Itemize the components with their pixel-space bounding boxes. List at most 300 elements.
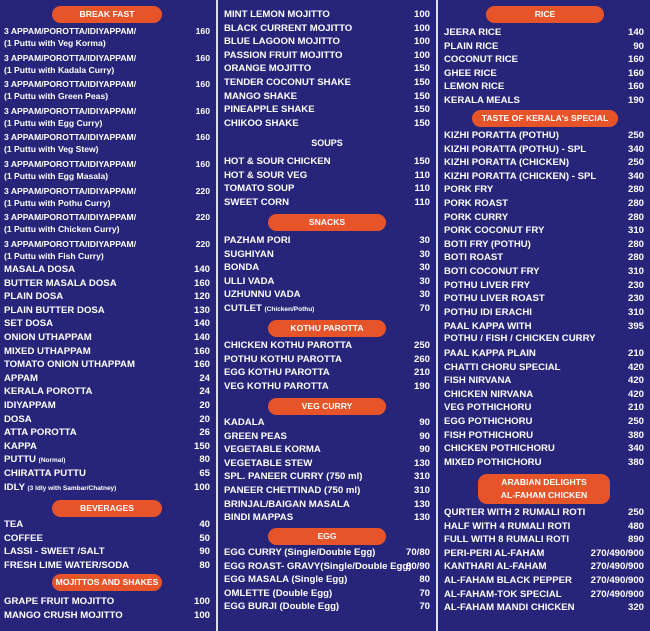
item-name-text: BLACK CURRENT MOJITTO	[224, 22, 353, 34]
item-name	[444, 170, 596, 183]
item-name-text: PLAIN BUTTER DOSA	[4, 304, 105, 316]
item-name-line2: POTHU / FISH / CHICKEN CURRY	[444, 333, 596, 344]
item-name-line1: 3 APPAM/POROTTA/IDIYAPPAM/	[4, 185, 137, 196]
item-price: 190	[413, 380, 430, 392]
menu-item	[444, 574, 644, 587]
item-name	[444, 347, 536, 360]
item-name	[224, 353, 342, 366]
item-name-text: CHIKOO SHAKE	[224, 117, 299, 129]
item-name-text: CHATTI CHORU SPECIAL	[444, 361, 561, 373]
item-name	[224, 288, 301, 301]
menu-item	[224, 22, 430, 35]
item-price: 90	[199, 546, 210, 557]
item-name	[224, 380, 329, 393]
menu-item	[224, 457, 430, 470]
item-price: 250	[627, 157, 644, 169]
item-price: 90	[419, 444, 430, 456]
item-price: 395	[627, 321, 644, 332]
item-price: 280	[627, 238, 644, 250]
item-price: 100	[193, 609, 210, 621]
item-name	[224, 600, 339, 613]
item-name	[444, 306, 532, 319]
menu-item	[444, 520, 644, 533]
item-name-text: PLAIN RICE	[444, 40, 499, 52]
item-name	[4, 559, 129, 572]
item-name-text: PAZHAM PORI	[224, 235, 291, 246]
item-name	[4, 595, 114, 608]
item-price: 70	[419, 601, 430, 613]
item-name-text: ULLI VADA	[224, 275, 275, 287]
menu-item	[4, 532, 210, 545]
item-name-line1: 3 APPAM/POROTTA/IDIYAPPAM/	[4, 238, 137, 249]
item-name-text: VEG KOTHU PAROTTA	[224, 380, 329, 392]
item-name	[4, 304, 105, 317]
item-name	[444, 574, 572, 587]
item-name	[224, 8, 330, 21]
menu-item	[224, 484, 430, 497]
menu-item	[444, 224, 644, 237]
item-name	[4, 467, 86, 480]
item-name-text: KIZHI PORATTA (CHICKEN)	[444, 157, 570, 169]
menu-item	[4, 399, 210, 412]
banner-line2: AL-FAHAM CHICKEN	[500, 490, 588, 500]
item-price: 340	[627, 443, 644, 455]
item-name-text: GHEE RICE	[444, 67, 497, 79]
item-price: 100	[413, 36, 430, 48]
menu-item	[444, 429, 644, 442]
section-title-kothu-parotta: KOTHU PAROTTA	[268, 320, 386, 337]
item-price: 110	[414, 196, 430, 208]
item-price: 160	[193, 345, 210, 357]
section-title-rice: RICE	[486, 6, 604, 23]
menu-item	[224, 103, 430, 116]
item-name-text: PANEER CHETTINAD (750 ml)	[224, 485, 361, 496]
menu-item	[444, 53, 644, 66]
item-name-text: MIXED POTHICHORU	[444, 456, 542, 468]
item-name-line1: 3 APPAM/POROTTA/IDIYAPPAM/	[4, 105, 137, 116]
menu-item	[444, 197, 644, 210]
menu-item	[224, 76, 430, 89]
item-name	[224, 35, 340, 48]
item-name-line2: (1 Puttu with Green Peas)	[4, 91, 109, 102]
menu-item	[444, 547, 644, 560]
item-name-text: KAPPA	[4, 440, 37, 452]
item-name-text: AL-FAHAM MANDI CHICKEN	[444, 602, 575, 614]
item-price: 250	[627, 130, 644, 141]
section-title-kerala-special: TASTE OF KERALA's SPECIAL	[472, 110, 618, 127]
item-name	[4, 532, 43, 545]
menu-item	[444, 170, 644, 183]
item-price: 24	[199, 386, 210, 398]
item-name	[224, 511, 293, 524]
item-name-text: OMLETTE (Double Egg)	[224, 587, 333, 599]
item-price: 150	[413, 104, 430, 116]
item-price: 50	[199, 532, 210, 544]
item-name-text: LEMON RICE	[444, 81, 505, 93]
item-price: 30	[419, 235, 430, 246]
menu-item	[4, 263, 210, 276]
menu-item	[444, 251, 644, 264]
item-price: 120	[193, 291, 210, 303]
item-price: 130	[413, 512, 430, 524]
menu-item	[224, 560, 430, 573]
item-price: 890	[627, 534, 644, 546]
item-price: 340	[627, 170, 644, 182]
item-name	[224, 169, 307, 182]
menu-item-continued	[444, 332, 644, 345]
item-price: 280	[627, 252, 644, 264]
menu-item	[4, 372, 210, 385]
menu-item	[444, 67, 644, 80]
item-price: 150	[413, 156, 430, 167]
item-price: 160	[193, 277, 210, 289]
item-name-text: TOMATO ONION UTHAPPAM	[4, 359, 135, 371]
item-price: 100	[193, 596, 210, 607]
item-price: 480	[627, 520, 644, 532]
item-name-text: BOTI FRY (POTHU)	[444, 238, 531, 250]
item-name-text: KADALA	[224, 417, 265, 428]
item-name	[224, 430, 287, 443]
menu-item	[224, 117, 430, 130]
menu-item	[4, 467, 210, 480]
item-name	[224, 416, 265, 429]
item-price: 150	[413, 117, 430, 129]
menu-item	[4, 481, 210, 494]
item-name	[224, 182, 294, 195]
item-name-text: COCONUT RICE	[444, 54, 519, 66]
item-name	[444, 67, 497, 80]
item-name-text: MIXED UTHAPPAM	[4, 345, 91, 357]
item-name-text: SWEET CORN	[224, 196, 290, 208]
item-name-text: MASALA DOSA	[4, 264, 76, 275]
item-name-line2: (1 Puttu with Fish Curry)	[4, 250, 104, 261]
menu-item	[224, 366, 430, 379]
item-name	[444, 143, 586, 156]
item-price: 30	[419, 262, 430, 274]
item-price: 270/490/900	[590, 547, 644, 559]
item-price: 250	[627, 507, 644, 518]
item-price: 65	[199, 468, 210, 479]
item-price: 250	[413, 340, 430, 351]
item-name	[224, 587, 332, 600]
menu-item-continued	[4, 64, 210, 77]
section-title-mojitos: MOJITTOS AND SHAKES	[52, 574, 162, 591]
menu-item	[224, 587, 430, 600]
item-price: 130	[413, 457, 430, 469]
item-name-text: KERALA MEALS	[444, 95, 520, 106]
item-price: 40	[199, 519, 210, 530]
item-name	[224, 62, 311, 75]
item-name-text: VEGETABLE KORMA	[224, 444, 321, 456]
menu-item	[224, 353, 430, 366]
item-name-text: PORK COCONUT FRY	[444, 225, 545, 237]
item-name	[4, 277, 117, 290]
section-title-veg-curry: VEG CURRY	[268, 398, 386, 415]
item-price: 160	[195, 105, 210, 116]
item-name-line1: 3 APPAM/POROTTA/IDIYAPPAM/	[4, 212, 137, 223]
menu-item	[224, 8, 430, 21]
item-name	[4, 317, 53, 330]
menu-column-3	[438, 0, 650, 631]
item-price: 70/80	[405, 547, 430, 558]
item-name-text: EGG BURJI (Double Egg)	[224, 601, 340, 613]
item-name	[444, 211, 508, 224]
item-name-text: MINT LEMON MOJITTO	[224, 9, 330, 20]
item-name	[4, 440, 37, 453]
item-name	[444, 415, 532, 428]
item-price: 26	[199, 427, 210, 439]
menu-item	[224, 182, 430, 195]
item-price: 210	[413, 367, 430, 379]
item-name	[444, 238, 531, 251]
item-price: 80/90	[405, 560, 430, 572]
item-price: 160	[195, 79, 210, 90]
item-name	[224, 103, 315, 116]
item-name-text: GRAPE FRUIT MOJITTO	[4, 596, 115, 607]
item-name-text: EGG CURRY (Single/Double Egg)	[224, 547, 376, 558]
item-price: 110	[414, 169, 430, 181]
menu-item	[444, 238, 644, 251]
section-title-breakfast: BREAK FAST	[52, 6, 162, 23]
item-name	[224, 234, 290, 247]
item-name	[444, 26, 501, 39]
menu-column-1	[0, 0, 216, 631]
menu-item	[444, 183, 644, 196]
item-price: 210	[627, 402, 644, 414]
item-name	[444, 197, 508, 210]
item-name-text: KANTHARI AL-FAHAM	[444, 561, 547, 573]
item-name-line2: (1 Puttu with Egg Curry)	[4, 117, 103, 128]
item-name-line2: (1 Puttu with Kadala Curry)	[4, 64, 115, 75]
item-name-text: PAAL KAPPA PLAIN	[444, 348, 536, 359]
item-name	[444, 279, 530, 292]
item-price: 150	[193, 440, 210, 452]
item-name-text: APPAM	[4, 372, 38, 384]
menu-item	[4, 518, 210, 531]
item-price: 280	[627, 211, 644, 223]
item-price: 230	[627, 279, 644, 291]
item-price: 130	[193, 304, 210, 316]
item-name	[224, 498, 350, 511]
item-name-text: AL-FAHAM BLACK PEPPER	[444, 575, 572, 586]
menu-item	[4, 545, 210, 558]
item-price: 320	[627, 602, 644, 614]
item-name-text: CUTLET	[224, 303, 262, 314]
menu-item	[224, 302, 430, 315]
item-name-text: CHIRATTA PUTTU	[4, 468, 86, 479]
item-price: 160	[627, 67, 644, 79]
menu-item	[444, 94, 644, 107]
menu-item	[4, 413, 210, 426]
menu-item	[4, 290, 210, 303]
item-name	[444, 265, 540, 278]
item-price: 30	[419, 248, 430, 260]
item-name-text: PINEAPPLE SHAKE	[224, 104, 315, 116]
item-price: 280	[627, 198, 644, 209]
item-price: 280	[627, 184, 644, 196]
item-price: 150	[413, 63, 430, 75]
item-name	[444, 533, 569, 546]
item-name-text: KIZHI PORATTA (CHICKEN) - SPL	[444, 170, 597, 182]
menu-item	[444, 415, 644, 428]
menu-item-continued	[4, 143, 210, 156]
item-price: 420	[627, 361, 644, 373]
item-name-text: POTHU IDI ERACHI	[444, 306, 532, 318]
menu-item	[4, 426, 210, 439]
item-name-text: QURTER WITH 2 RUMALI ROTI	[444, 507, 586, 518]
item-price: 140	[193, 264, 210, 275]
item-name-text: FULL WITH 8 RUMALI ROTI	[444, 534, 570, 546]
menu-item	[444, 129, 644, 142]
item-name	[444, 456, 542, 469]
item-price: 140	[193, 332, 210, 343]
item-price: 70	[419, 303, 430, 314]
item-name-text: TENDER COCONUT SHAKE	[224, 77, 351, 88]
item-name	[224, 155, 331, 168]
item-name-text: PORK CURRY	[444, 211, 509, 223]
item-name	[444, 401, 531, 414]
item-name-text: VEG POTHICHORU	[444, 402, 532, 414]
item-name	[4, 481, 116, 495]
item-name	[4, 609, 123, 622]
item-price: 30	[419, 275, 430, 287]
item-price: 270/490/900	[590, 575, 644, 586]
item-name	[4, 426, 77, 439]
item-name-text: EGG KOTHU PAROTTA	[224, 367, 330, 379]
item-name	[4, 358, 135, 371]
item-name-text: TOMATO SOUP	[224, 183, 295, 195]
menu-item	[444, 211, 644, 224]
item-name-text: JEERA RICE	[444, 27, 502, 38]
item-name	[444, 547, 544, 560]
item-name-line1: 3 APPAM/POROTTA/IDIYAPPAM/	[4, 159, 137, 169]
item-name	[444, 156, 569, 169]
item-name	[444, 560, 547, 573]
menu-item-continued	[4, 37, 210, 50]
item-price: 260	[413, 353, 430, 365]
item-price: 20	[199, 400, 210, 411]
item-name	[444, 129, 559, 142]
item-name	[444, 520, 570, 533]
item-price: 80	[199, 559, 210, 571]
item-name	[444, 40, 498, 53]
item-name	[4, 263, 75, 276]
item-price: 100	[413, 9, 430, 20]
item-name-text: IDIYAPPAM	[4, 400, 56, 411]
item-name	[224, 443, 321, 456]
item-name-text: ORANGE MOJITTO	[224, 63, 312, 75]
item-price: 310	[627, 225, 644, 237]
item-name-line2: (1 Puttu with Egg Masala)	[4, 171, 109, 181]
menu-item	[224, 546, 430, 559]
item-name	[224, 248, 274, 261]
item-name-text: BOTI COCONUT FRY	[444, 266, 540, 277]
item-price: 160	[195, 159, 210, 169]
menu-item	[224, 62, 430, 75]
item-price: 90	[633, 40, 644, 52]
item-name	[444, 94, 520, 107]
item-price: 110	[414, 183, 430, 195]
item-name-text: KIZHI PORATTA (POTHU) - SPL	[444, 143, 587, 155]
item-name-text: VEGETABLE STEW	[224, 457, 313, 469]
item-name	[444, 292, 545, 305]
item-name-text: SPL. PANEER CURRY (750 ml)	[224, 471, 363, 483]
menu-item	[4, 345, 210, 358]
menu-item	[4, 277, 210, 290]
item-name	[224, 90, 297, 103]
item-name	[444, 361, 561, 374]
section-title-egg: EGG	[268, 528, 386, 545]
item-name	[444, 183, 493, 196]
item-name	[444, 506, 585, 519]
item-name	[224, 484, 360, 497]
item-name-text: SUGHIYAN	[224, 248, 274, 260]
menu-item	[444, 292, 644, 305]
menu-item	[224, 288, 430, 301]
item-name-text: FISH NIRVANA	[444, 375, 512, 387]
item-name	[224, 117, 299, 130]
item-name	[444, 442, 555, 455]
menu-item	[444, 80, 644, 93]
item-price: 190	[627, 95, 644, 106]
menu-item	[224, 169, 430, 182]
item-name-text: PORK ROAST	[444, 198, 508, 209]
item-name-text: IDLY	[4, 481, 25, 493]
item-name-text: DOSA	[4, 413, 32, 425]
item-name	[4, 385, 92, 398]
item-price: 140	[193, 318, 210, 330]
item-price: 140	[627, 27, 644, 38]
item-price: 90	[419, 417, 430, 428]
item-name-text: POTHU KOTHU PAROTTA	[224, 353, 342, 365]
item-name-text: BRINJAL/BAIGAN MASALA	[224, 498, 350, 510]
item-name-text: HOT & SOUR CHICKEN	[224, 156, 331, 167]
menu-item-continued	[4, 223, 210, 236]
item-name-text: PASSION FRUIT MOJITTO	[224, 49, 343, 61]
item-name-text: BLUE LAGOON MOJITTO	[224, 36, 341, 48]
item-price: 160	[627, 81, 644, 93]
item-name-text: UZHUNNU VADA	[224, 289, 301, 301]
item-price: 30	[419, 289, 430, 301]
item-name-text: ATTA POROTTA	[4, 427, 77, 439]
item-name	[224, 196, 289, 209]
item-name	[444, 374, 511, 387]
item-name-text: SET DOSA	[4, 318, 54, 330]
banner-line1: ARABIAN DELIGHTS	[501, 477, 587, 487]
item-name	[444, 251, 503, 264]
item-name	[444, 601, 575, 614]
item-name-text: CHICKEN NIRVANA	[444, 388, 534, 400]
menu-item	[444, 601, 644, 614]
item-name-text: PORK FRY	[444, 184, 494, 196]
menu-item	[444, 361, 644, 374]
menu-item	[224, 470, 430, 483]
item-price: 420	[627, 375, 644, 387]
item-name-text: PUTTU	[4, 454, 36, 466]
menu-item	[224, 443, 430, 456]
item-name-text: AL-FAHAM-TOK SPECIAL	[444, 588, 562, 600]
item-name-text: KERALA POROTTA	[4, 386, 93, 398]
item-name	[444, 588, 562, 601]
item-price: 310	[627, 266, 644, 277]
menu-item	[444, 401, 644, 414]
menu-item	[224, 430, 430, 443]
item-price: 70	[419, 587, 430, 599]
item-price: 420	[627, 388, 644, 400]
item-price: 80	[199, 454, 210, 466]
menu-item-continued	[4, 90, 210, 103]
item-price: 220	[195, 185, 210, 196]
